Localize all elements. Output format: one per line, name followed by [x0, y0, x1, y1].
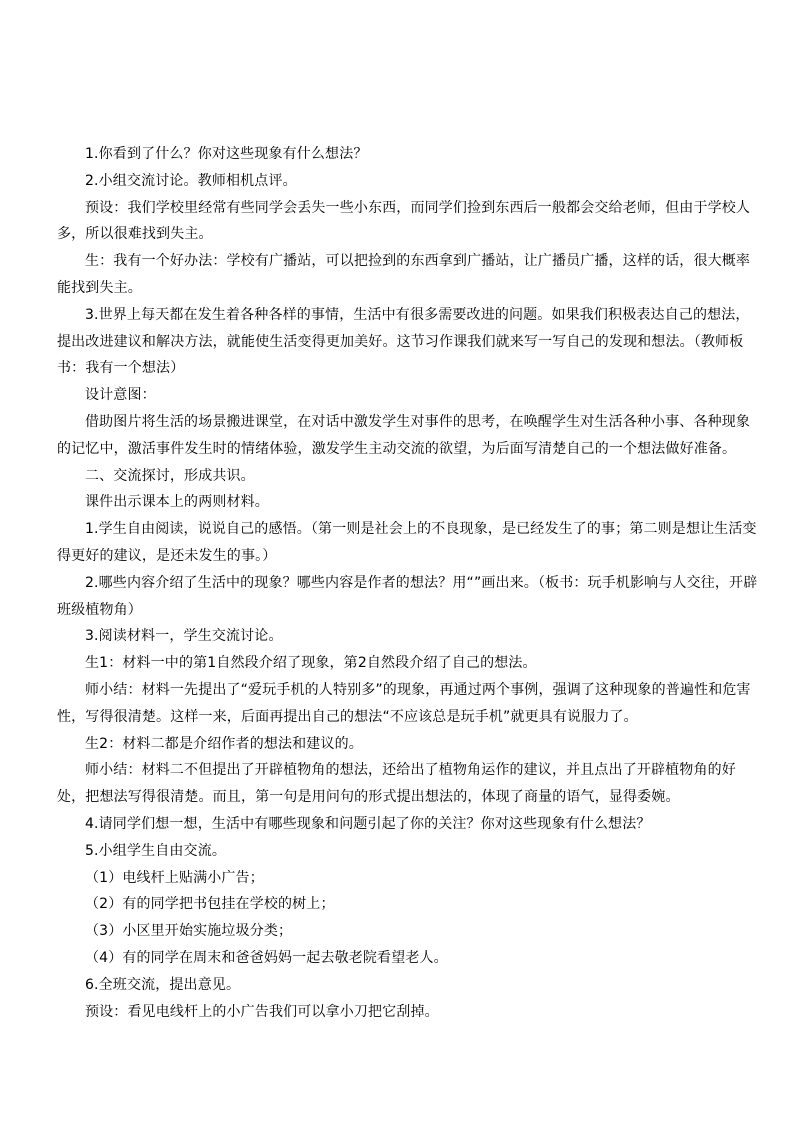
paragraph-3: 预设：我们学校里经常有些同学会丢失一些小东西，而同学们捡到东西后一般都会交给老师，但由于学校人多，所以很难找到失主。 — [57, 199, 751, 243]
paragraph-9: 课件出示课本上的两则材料。 — [85, 494, 269, 511]
list-item-2: （2）有的同学把书包挂在学校的树上； — [85, 896, 335, 913]
paragraph-13: 生1：材料一中的第1自然段介绍了现象，第2自然段介绍了自己的想法。 — [85, 655, 537, 672]
paragraph-4: 生：我有一个好办法：学校有广播站，可以把捡到的东西拿到广播站，让广播员广播，这样的话，很大概率能找到失主。 — [57, 253, 751, 296]
paragraph-12: 3.阅读材料一，学生交流讨论。 — [85, 628, 283, 645]
paragraph-10: 1.学生自由阅读，说说自己的感悟。（第一则是社会上的不良现象，是已经发生了的事；第二则是想让生活变得更好的建议，是还未发生的事。） — [57, 521, 757, 564]
paragraph-5: 3.世界上每天都在发生着各种各样的事情，生活中有很多需要改进的问题。如果我们积极表达自己的想法，提出改进建议和解决方法，就能使生活变得更加美好。这节习作课我们就来写一写自己的发现和想法。（教师板书：我有一个想法） — [57, 306, 750, 377]
paragraph-2: 2.小组交流讨论。教师相机点评。 — [85, 172, 297, 189]
document-body — [57, 141, 759, 1025]
paragraph-16: 师小结：材料二不但提出了开辟植物角的想法，还给出了植物角运作的建议，并且点出了开辟植物角的好处，把想法写得很清楚。而且，第一句是用问句的形式提出想法的，体现了商量的语气，显得委婉。 — [57, 762, 736, 806]
list-item-3: （3）小区里开始实施垃圾分类； — [85, 923, 293, 940]
paragraph-6: 设计意图： — [85, 387, 156, 404]
paragraph-17: 4.请同学们想一想，生活中有哪些现象和问题引起了你的关注？你对这些现象有什么想法？ — [85, 815, 651, 832]
paragraph-11: 2.哪些内容介绍了生活中的现象？哪些内容是作者的想法？用“”画出来。（板书：玩手机影响与人交往，开辟班级植物角） — [57, 574, 758, 618]
paragraph-14: 师小结：材料一先提出了“爱玩手机的人特别多”的现象，再通过两个事例，强调了这种现象的普遍性和危害性，写得很清楚。这样一来，后面再提出自己的想法“不应该总是玩手机”就更具有说服力了。 — [57, 681, 751, 725]
paragraph-24: 预设：看见电线杆上的小广告我们可以拿小刀把它刮掉。 — [85, 1003, 439, 1020]
paragraph-7: 借助图片将生活的场景搬进课堂，在对话中激发学生对事件的思考，在唤醒学生对生活各种小事、各种现象的记忆中，激活事件发生时的情绪体验，激发学生主动交流的欲望，为后面写清楚自己的一个想法做好准备。 — [57, 413, 751, 457]
paragraph-23: 6.全班交流，提出意见。 — [85, 976, 241, 993]
list-item-1: （1）电线杆上贴满小广告； — [85, 869, 264, 886]
section-heading: 二、交流探讨，形成共识。 — [85, 467, 255, 484]
list-item-4: （4）有的同学在周末和爸爸妈妈一起去敬老院看望老人。 — [85, 949, 448, 966]
paragraph-18: 5.小组学生自由交流。 — [85, 842, 227, 859]
paragraph-1: 1.你看到了什么？你对这些现象有什么想法？ — [85, 146, 368, 162]
paragraph-15: 生2：材料二都是介绍作者的想法和建议的。 — [85, 735, 363, 752]
